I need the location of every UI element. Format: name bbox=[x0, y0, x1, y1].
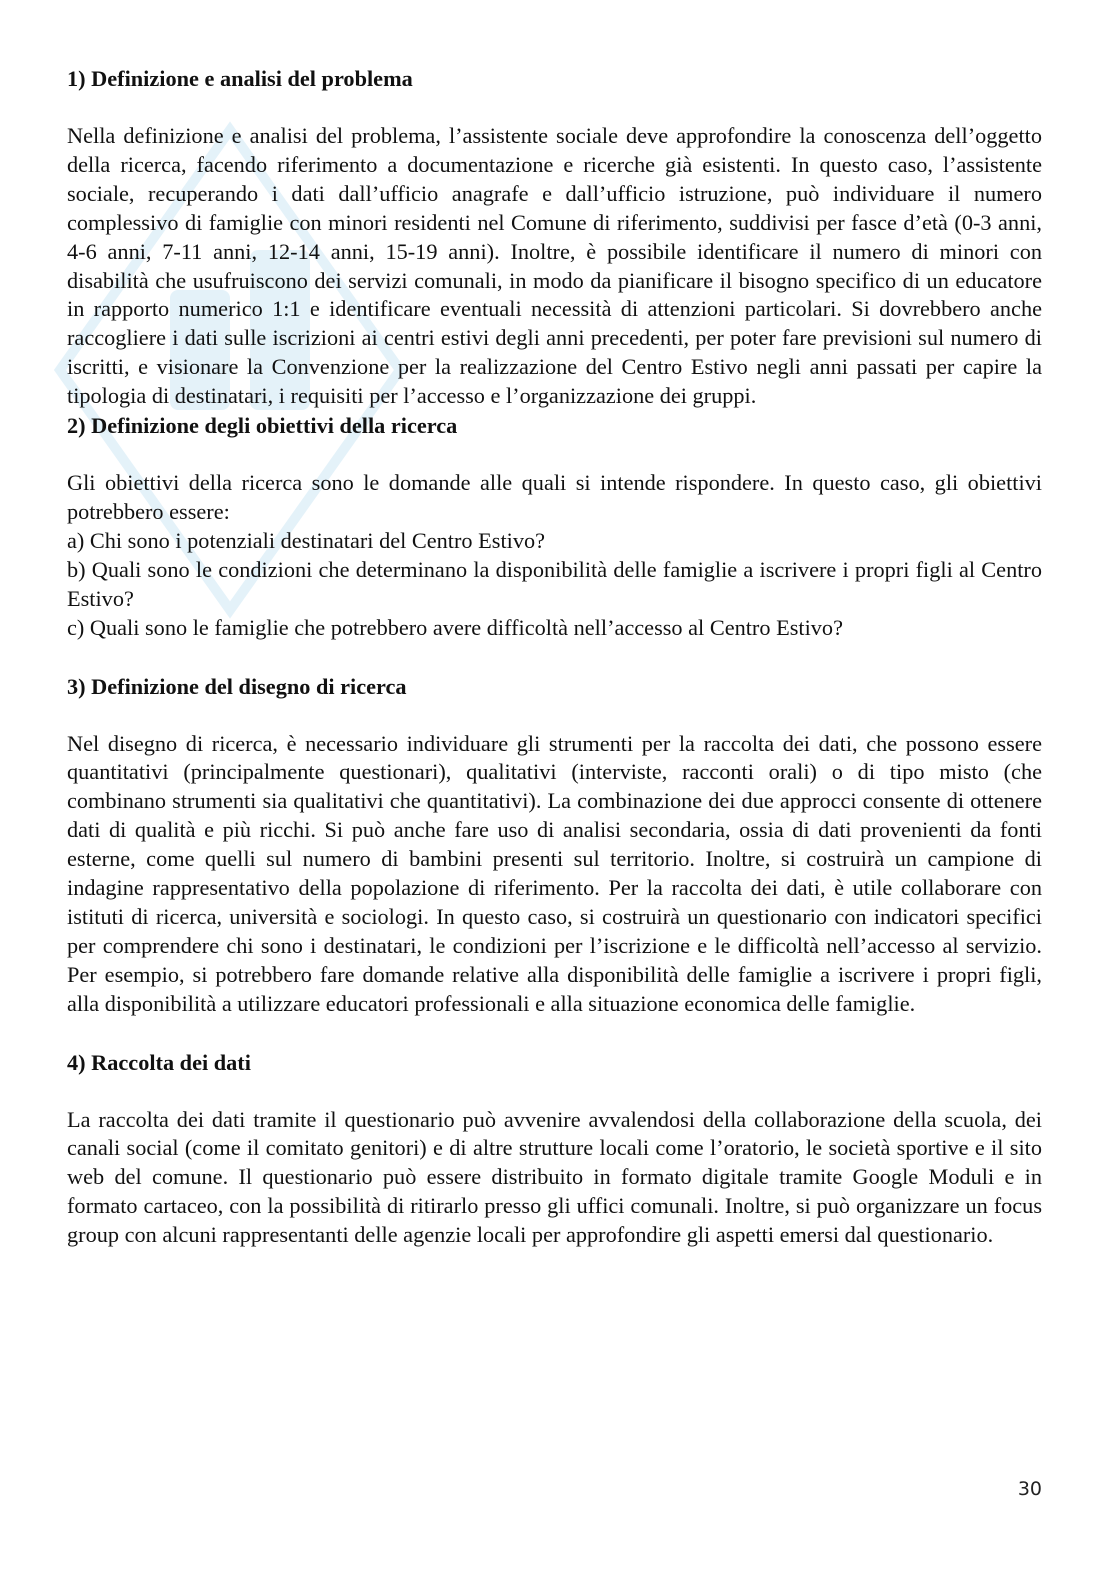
page-number: 30 bbox=[1017, 1478, 1042, 1500]
section-2-body: Gli obiettivi della ricerca sono le domande alle quali si intende rispondere. In questo caso, gli obiettivi potrebbero essere: bbox=[67, 470, 1042, 524]
section-3-heading: 3) Definizione del disegno di ricerca bbox=[67, 673, 407, 699]
section-4-body: La raccolta dei dati tramite il questionario può avvenire avvalendosi della collaborazione della scuola, dei canali social (come il comitato genitori) e di altre strutture locali come l’oratorio, le società sportive e il sito web del comune. Il questionario può essere distribuito in formato digitale tramite Google Moduli e in formato cartaceo, con la possibilità di ritirarlo presso gli uffici comunali. Inoltre, si può organizzare un focus group con alcuni rappresentanti delle agenzie locali per approfondire gli aspetti emersi dal questionario. bbox=[67, 1106, 1042, 1248]
section-1-heading: 1) Definizione e analisi del problema bbox=[67, 66, 413, 91]
objective-item-c: c) Quali sono le famiglie che potrebbero avere difficoltà nell’accesso al Centro Estivo? bbox=[67, 614, 843, 640]
objective-item-b: b) Quali sono le condizioni che determinano la disponibilità delle famiglie a iscrivere i propri figli al Centro Estivo? bbox=[67, 556, 1042, 611]
section-1-body: Nella definizione e analisi del problema, l’assistente sociale deve approfondire la conoscenza dell’oggetto della ricerca, facendo riferimento a documentazione e ricerche già esistenti. In questo caso, l’assistente sociale, recuperando i dati dall’ufficio anagrafe e dall’ufficio istruzione, può individuare il numero complessivo di famiglie con minori residenti nel Comune di riferimento, suddivisi per fasce d’età (0-3 anni, 4-6 anni, 7-11 anni, 12-14 anni, 15-19 anni). Inoltre, è possibile identificare il numero di minori con disabilità che usufruiscono dei servizi comunali, in modo da pianificare il bisogno specifico di un educatore in rapporto numerico 1:1 e identificare eventuali necessità di attenzioni particolari. Si dovrebbero anche raccogliere i dati sulle iscrizioni ai centri estivi degli anni precedenti, per poter fare previsioni sul numero di iscritti, e visionare la Convenzione per la realizzazione del Centro Estivo negli anni passati per capire la tipologia di destinatari, i requisiti per l’accesso e l’organizzazione dei gruppi. bbox=[67, 123, 1042, 409]
document-page bbox=[67, 64, 1042, 1250]
section-4-heading: 4) Raccolta dei dati bbox=[67, 1049, 251, 1075]
section-3-body: Nel disegno di ricerca, è necessario individuare gli strumenti per la raccolta dei dati, che possono essere quantitativi (principalmente questionari), qualitativi (interviste, racconti orali) o di tipo misto (che combinano strumenti sia qualitativi che quantitativi). La combinazione dei due approcci consente di ottenere dati di qualità e più ricchi. Si può anche fare uso di analisi secondaria, ossia di dati provenienti da fonti esterne, come quelli sul numero di bambini presenti sul territorio. Inoltre, si costruirà un campione di indagine rappresentativo della popolazione di riferimento. Per la raccolta dei dati, è utile collaborare con istituti di ricerca, università e sociologi. In questo caso, si costruirà un questionario con indicatori specifici per comprendere chi sono i destinatari, le condizioni per l’iscrizione e le difficoltà nell’accesso al servizio. Per esempio, si potrebbero fare domande relative alla disponibilità delle famiglie a iscrivere i propri figli, alla disponibilità a utilizzare educatori professionali e alla situazione economica delle famiglie. bbox=[67, 730, 1042, 1016]
objective-item-a: a) Chi sono i potenziali destinatari del Centro Estivo? bbox=[67, 527, 546, 553]
section-2-heading: 2) Definizione degli obiettivi della ricerca bbox=[67, 413, 458, 439]
